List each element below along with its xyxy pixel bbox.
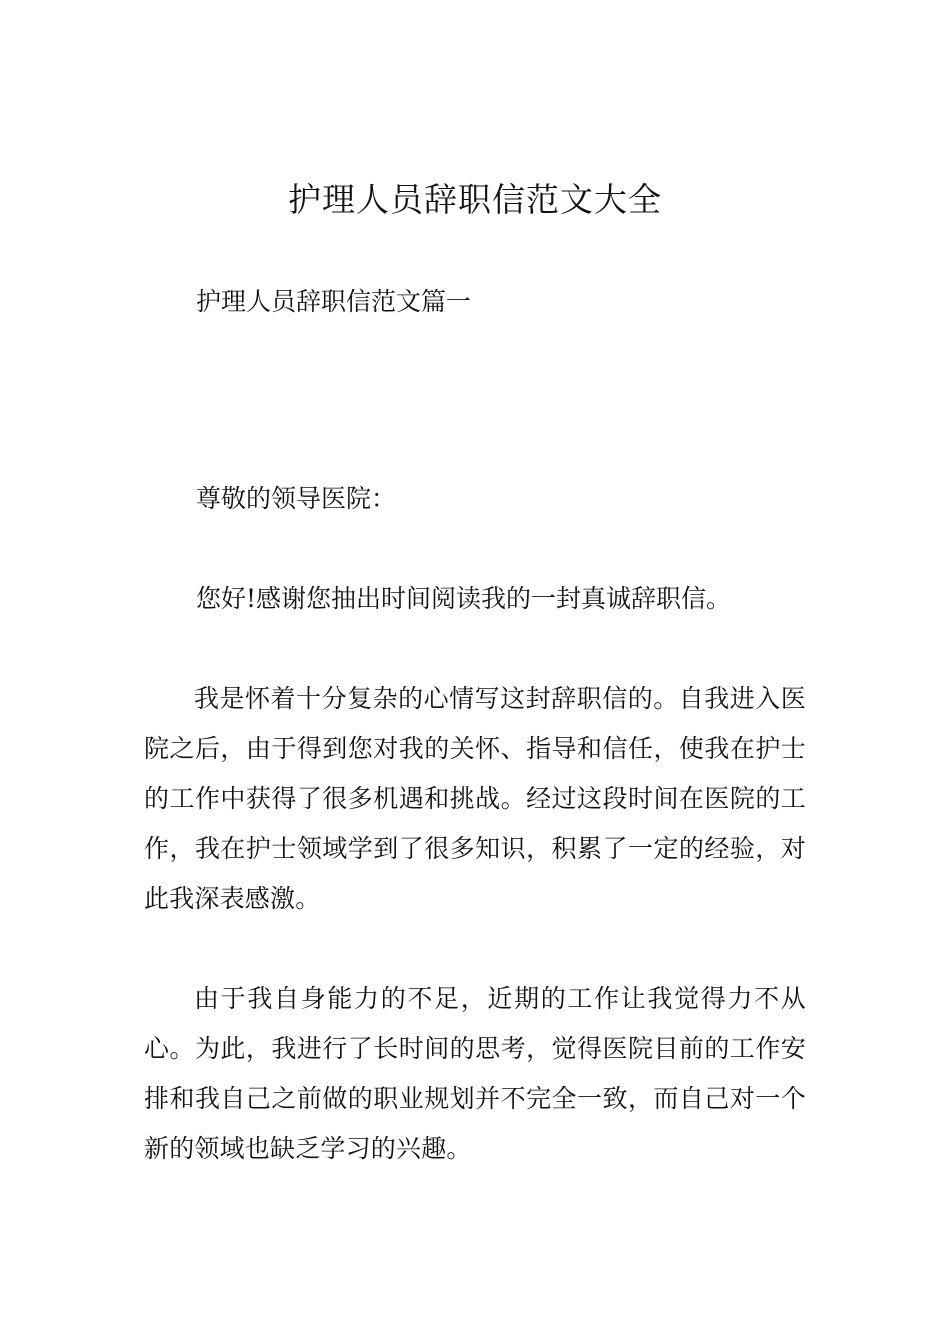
letter-salutation: 尊敬的领导医院： <box>196 484 397 513</box>
section-heading: 护理人员辞职信范文篇一 <box>196 287 472 316</box>
body-paragraph: 由于我自身能力的不足，近期的工作让我觉得力不从心。为此，我进行了长时间的思考，觉得医院目前的工作安排和我自己之前做的职业规划并不完全一致，而自己对一个新的领域也缺乏学习的兴趣。 <box>144 984 806 1163</box>
letter-greeting: 您好!感谢您抽出时间阅读我的一封真诚辞职信。 <box>196 584 732 613</box>
document-title: 护理人员辞职信范文大全 <box>288 180 662 219</box>
body-paragraph: 我是怀着十分复杂的心情写这封辞职信的。自我进入医院之后，由于得到您对我的关怀、指导和信任，使我在护士的工作中获得了很多机遇和挑战。经过这段时间在医院的工作，我在护士领域学到了很多知识，积累了一定的经验，对此我深表感激。 <box>144 684 806 913</box>
